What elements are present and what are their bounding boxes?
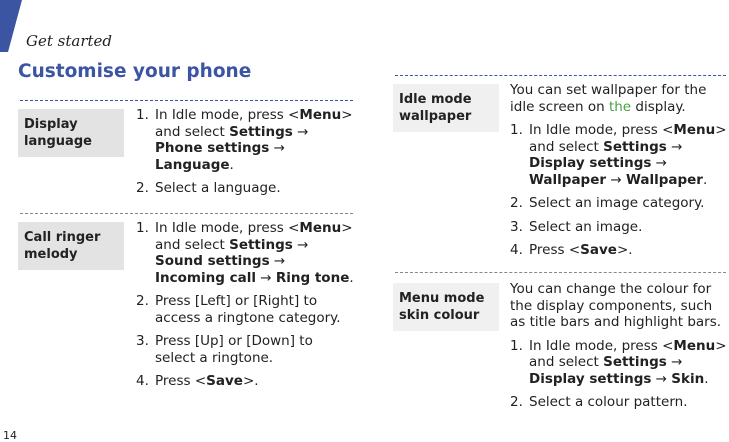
section-divider bbox=[20, 213, 353, 214]
text-fragment: display. bbox=[631, 98, 686, 115]
text-fragment: In Idle mode, press < bbox=[155, 220, 300, 236]
list-item bbox=[510, 242, 727, 259]
text-fragment: > and select bbox=[155, 220, 353, 253]
list-item bbox=[136, 373, 354, 390]
display-language-label bbox=[18, 109, 124, 157]
idle-wallpaper-label bbox=[393, 84, 499, 132]
text-fragment: Save bbox=[206, 373, 243, 389]
menu-colour-intro: You can change the colour for the display components, such as title bars and highlight bars. bbox=[510, 281, 722, 330]
display-language-steps bbox=[136, 107, 354, 204]
text-fragment: → bbox=[606, 171, 626, 188]
text-fragment: Display bbox=[24, 117, 78, 132]
text-fragment: → bbox=[651, 370, 672, 387]
text-fragment: Phone settings bbox=[155, 140, 270, 156]
text-fragment: Display settings bbox=[529, 370, 652, 387]
list-item bbox=[510, 219, 727, 236]
text-fragment: Incoming call bbox=[155, 269, 256, 286]
text-fragment: Select an image. bbox=[529, 218, 643, 235]
text-fragment: Sound settings bbox=[155, 253, 270, 269]
list-item bbox=[136, 180, 354, 197]
text-fragment: Idle mode bbox=[399, 92, 472, 107]
text-fragment: Select a colour pattern. bbox=[529, 394, 688, 410]
call-ringer-label bbox=[18, 222, 124, 270]
text-fragment: Ring tone bbox=[275, 269, 350, 286]
text-fragment: Menu mode bbox=[399, 291, 485, 306]
text-fragment: 3. bbox=[136, 333, 149, 349]
text-fragment: . bbox=[702, 171, 708, 188]
text-fragment: 2. bbox=[510, 195, 523, 211]
text-fragment: → bbox=[292, 123, 309, 140]
text-fragment: > and select bbox=[529, 337, 727, 370]
list-item bbox=[510, 195, 727, 212]
menu-colour-steps bbox=[510, 281, 727, 418]
text-fragment: You can set wallpaper for the idle screen on bbox=[510, 82, 707, 115]
text-fragment: Select an image category. bbox=[529, 195, 705, 211]
menu-colour-label bbox=[393, 283, 499, 331]
text-fragment: → bbox=[292, 236, 309, 253]
text-fragment: the bbox=[608, 98, 632, 115]
text-fragment: → bbox=[651, 155, 667, 171]
section-divider bbox=[395, 272, 726, 273]
text-fragment: Press < bbox=[155, 373, 207, 389]
list-item bbox=[510, 122, 727, 188]
page-title: Customise your phone bbox=[18, 61, 252, 82]
text-fragment: Press < bbox=[529, 242, 581, 258]
text-fragment: . bbox=[704, 370, 709, 387]
text-fragment: 1. bbox=[510, 122, 523, 138]
text-fragment: Display settings bbox=[529, 155, 652, 171]
text-fragment: >. bbox=[242, 373, 259, 389]
text-fragment: → bbox=[269, 140, 285, 156]
text-fragment: In Idle mode, press < bbox=[529, 337, 674, 354]
text-fragment: 4. bbox=[510, 242, 523, 258]
text-fragment: 1. bbox=[510, 337, 523, 354]
text-fragment: In Idle mode, press < bbox=[529, 122, 674, 138]
text-fragment: melody bbox=[24, 247, 78, 262]
text-fragment: Menu bbox=[673, 337, 716, 354]
text-fragment: Menu bbox=[299, 107, 342, 123]
text-fragment: . bbox=[229, 156, 234, 173]
text-fragment: → bbox=[269, 253, 286, 269]
list-item bbox=[136, 220, 354, 286]
text-fragment: Menu bbox=[299, 220, 342, 236]
text-fragment: Settings bbox=[603, 354, 667, 370]
text-fragment: Call ringer bbox=[24, 230, 101, 245]
section-divider bbox=[395, 75, 726, 76]
text-fragment: >. bbox=[616, 242, 633, 258]
page-number: 14 bbox=[3, 429, 17, 442]
text-fragment: 2. bbox=[136, 293, 149, 309]
text-fragment: → bbox=[666, 354, 683, 370]
text-fragment: Press [Up] or [Down] to select a ringtone. bbox=[155, 333, 313, 366]
text-fragment: Settings bbox=[229, 123, 293, 140]
list-item bbox=[136, 293, 354, 326]
text-fragment: Save bbox=[580, 242, 617, 258]
text-fragment: 2. bbox=[510, 394, 523, 410]
text-fragment: → bbox=[255, 269, 276, 286]
list-item bbox=[510, 394, 727, 411]
text-fragment: Settings bbox=[229, 236, 293, 253]
section-header: Get started bbox=[26, 32, 113, 50]
section-divider bbox=[20, 100, 353, 101]
text-fragment: 1. bbox=[136, 220, 149, 236]
text-fragment: Press [Left] or [Right] to access a ringtone category. bbox=[155, 293, 341, 326]
idle-wallpaper-steps bbox=[510, 82, 727, 266]
text-fragment: Wallpaper bbox=[625, 171, 703, 188]
text-fragment: . bbox=[349, 269, 354, 286]
text-fragment: 2. bbox=[136, 180, 149, 196]
header-corner-bar bbox=[0, 0, 22, 52]
text-fragment: 3. bbox=[510, 218, 523, 235]
text-fragment: Wallpaper bbox=[529, 171, 607, 188]
text-fragment: → bbox=[666, 138, 683, 155]
text-fragment: 1. bbox=[136, 107, 149, 123]
text-fragment: wallpaper bbox=[399, 109, 472, 124]
list-item bbox=[136, 333, 354, 366]
call-ringer-steps bbox=[136, 220, 354, 397]
text-fragment: In Idle mode, press < bbox=[155, 107, 300, 123]
list-item bbox=[136, 107, 354, 173]
text-fragment: Skin bbox=[671, 370, 705, 387]
text-fragment: Menu bbox=[673, 122, 716, 138]
text-fragment: 4. bbox=[136, 373, 149, 389]
text-fragment: skin colour bbox=[399, 308, 480, 323]
text-fragment: Select a language. bbox=[155, 180, 281, 196]
text-fragment: Settings bbox=[603, 138, 667, 155]
text-fragment: > and select bbox=[529, 122, 727, 155]
text-fragment: Language bbox=[155, 156, 230, 173]
text-fragment: > and select bbox=[155, 107, 353, 140]
idle-wallpaper-intro bbox=[510, 82, 727, 115]
list-item bbox=[510, 338, 727, 388]
text-fragment: language bbox=[24, 134, 92, 149]
